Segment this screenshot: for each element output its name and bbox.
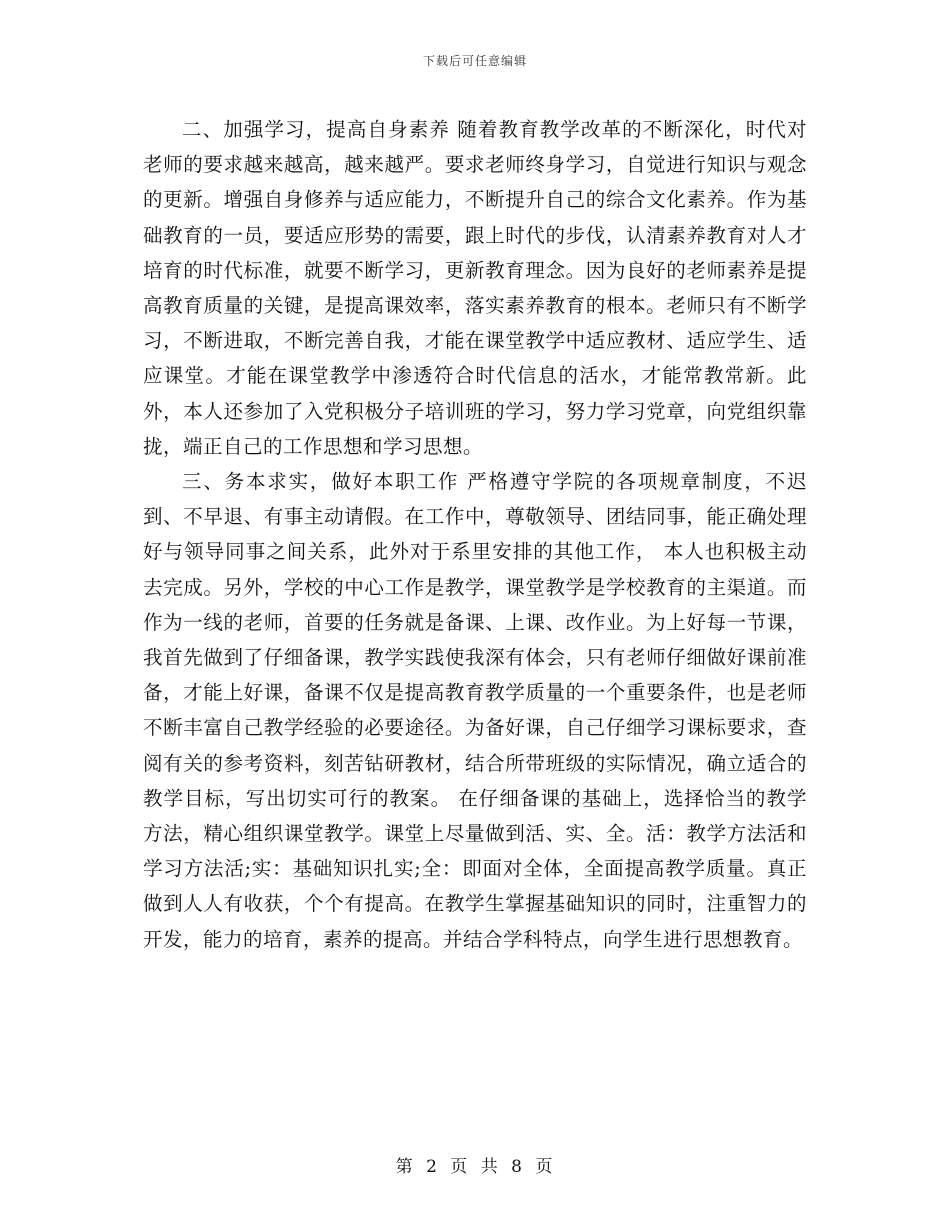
- page-number-footer: 第 2 页 共 8 页: [395, 1157, 555, 1177]
- document-body: [143, 112, 807, 957]
- page-header: 下载后可任意编辑: [422, 54, 527, 68]
- paragraph-study: 二、加强学习，提高自身素养 随着教育教学改革的不断深化，时代对老师的要求越来越高，越来越严。要求老师终身学习，自觉进行知识与观念的更新。增强自身修养与适应能力，不断提升自己的综合文化素养。作为基础教育的一员，要适应形势的需要，跟上时代的步伐，认清素养教育对人才培育的时代标准，就要不断学习，更新教育理念。因为良好的老师素养是提高教育质量的关键，是提高课效率，落实素养教育的根本。老师只有不断学习，不断进取，不断完善自我，才能在课堂教学中适应教材、适应学生、适应课堂。才能在课堂教学中渗透符合时代信息的活水，才能常教常新。此外，本人还参加了入党积极分子培训班的学习，努力学习党章，向党组织靠拢，端正自己的工作思想和学习思想。: [143, 118, 807, 458]
- paragraph-work: 三、务本求实，做好本职工作 严格遵守学院的各项规章制度，不迟到、不早退、有事主动请假。在工作中，尊敬领导、团结同事，能正确处理好与领导同事之间关系，此外对于系里安排的其他工作， 本人也积极主动去完成。另外，学校的中心工作是教学，课堂教学是学校教育的主渠道。而作为一线的老师，首要的任务就是备课、上课、改作业。为上好每一节课，我首先做到了仔细备课，教学实践使我深有体会，只有老师仔细做好课前准备，才能上好课，备课不仅是提高教育教学质量的一个重要条件，也是老师不断丰富自己教学经验的必要途径。为备好课，自己仔细学习课标要求，查阅有关的参考资料，刻苦钻研教材，结合所带班级的实际情况，确立适合的教学目标，写出切实可行的教案。 在仔细备课的基础上，选择恰当的教学方法，精心组织课堂教学。课堂上尽量做到活、实、全。活：教学方法活和学习方法活;实：基础知识扎实;全：即面对全体，全面提高教学质量。真正做到人人有收获，个个有提高。在教学生掌握基础知识的同时，注重智力的开发，能力的培育，素养的提高。并结合学科特点，向学生进行思想教育。: [143, 470, 807, 951]
